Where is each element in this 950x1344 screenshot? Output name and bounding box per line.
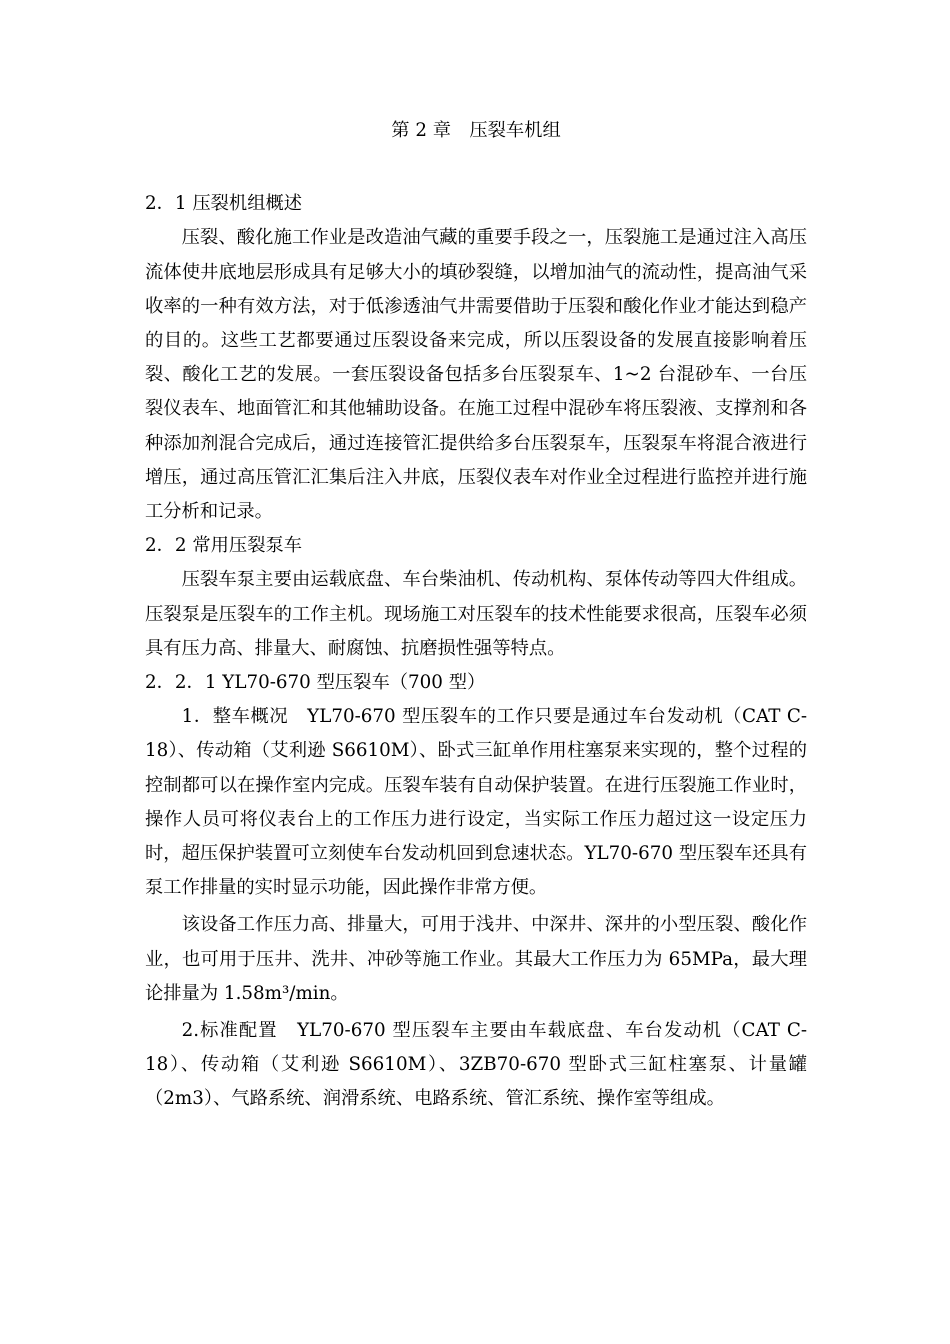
paragraph-pump-truck: 压裂车泵主要由运载底盘、车台柴油机、传动机构、泵体传动等四大件组成。压裂泵是压裂车的工作主机。现场施工对压裂车的技术性能要求很高，压裂车必须具有压力高、排量大、耐腐蚀、抗磨损性强等特点。 xyxy=(145,569,807,659)
section-heading-2-2-1: 2．2．1 YL70-670 型压裂车（700 型） xyxy=(145,672,486,694)
paragraph-standard-config: 2.标准配置 YL70-670 型压裂车主要由车载底盘、车台发动机（CAT C-18）、传动箱（艾利逊 S6610M）、3ZB70-670 型卧式三缸柱塞泵、计量罐（2m3）、气路系统、润滑系统、电路系统、管汇系统、操作室等组成。 xyxy=(145,1020,807,1110)
paragraph-overview: 压裂、酸化施工作业是改造油气藏的重要手段之一，压裂施工是通过注入高压流体使井底地层形成具有足够大小的填砂裂缝，以增加油气的流动性，提高油气采收率的一种有效方法，对于低渗透油气井需要借助于压裂和酸化作业才能达到稳产的目的。这些工艺都要通过压裂设备来完成，所以压裂设备的发展直接影响着压裂、酸化工艺的发展。一套压裂设备包括多台压裂泵车、1~2 台混砂车、一台压裂仪表车、地面管汇和其他辅助设备。在施工过程中混砂车将压裂液、支撑剂和各种添加剂混合完成后，通过连接管汇提供给多台压裂泵车，压裂泵车将混合液进行增压，通过高压管汇汇集后注入井底，压裂仪表车对作业全过程进行监控并进行施工分析和记录。 xyxy=(145,227,807,523)
chapter-title: 第 2 章 压裂车机组 xyxy=(391,120,561,141)
paragraph-vehicle-overview: 1．整车概况 YL70-670 型压裂车的工作只要是通过车台发动机（CAT C-18）、传动箱（艾利逊 S6610M）、卧式三缸单作用柱塞泵来实现的，整个过程的控制都可以在操作室内完成。压裂车装有自动保护装置。在进行压裂施工作业时，操作人员可将仪表台上的工作压力进行设定，当实际工作压力超过这一设定压力时，超压保护装置可立刻使车台发动机回到怠速状态。YL70-670 型压裂车还具有泵工作排量的实时显示功能，因此操作非常方便。 xyxy=(145,706,807,899)
section-heading-2-2: 2．2 常用压裂泵车 xyxy=(145,535,303,557)
paragraph-equipment-usage: 该设备工作压力高、排量大，可用于浅井、中深井、深井的小型压裂、酸化作业，也可用于压井、洗井、冲砂等施工作业。其最大工作压力为 65MPa，最大理论排量为 1.58m³/min。 xyxy=(145,914,807,1004)
section-heading-2-1: 2．1 压裂机组概述 xyxy=(145,193,303,215)
document-body xyxy=(145,114,807,1117)
